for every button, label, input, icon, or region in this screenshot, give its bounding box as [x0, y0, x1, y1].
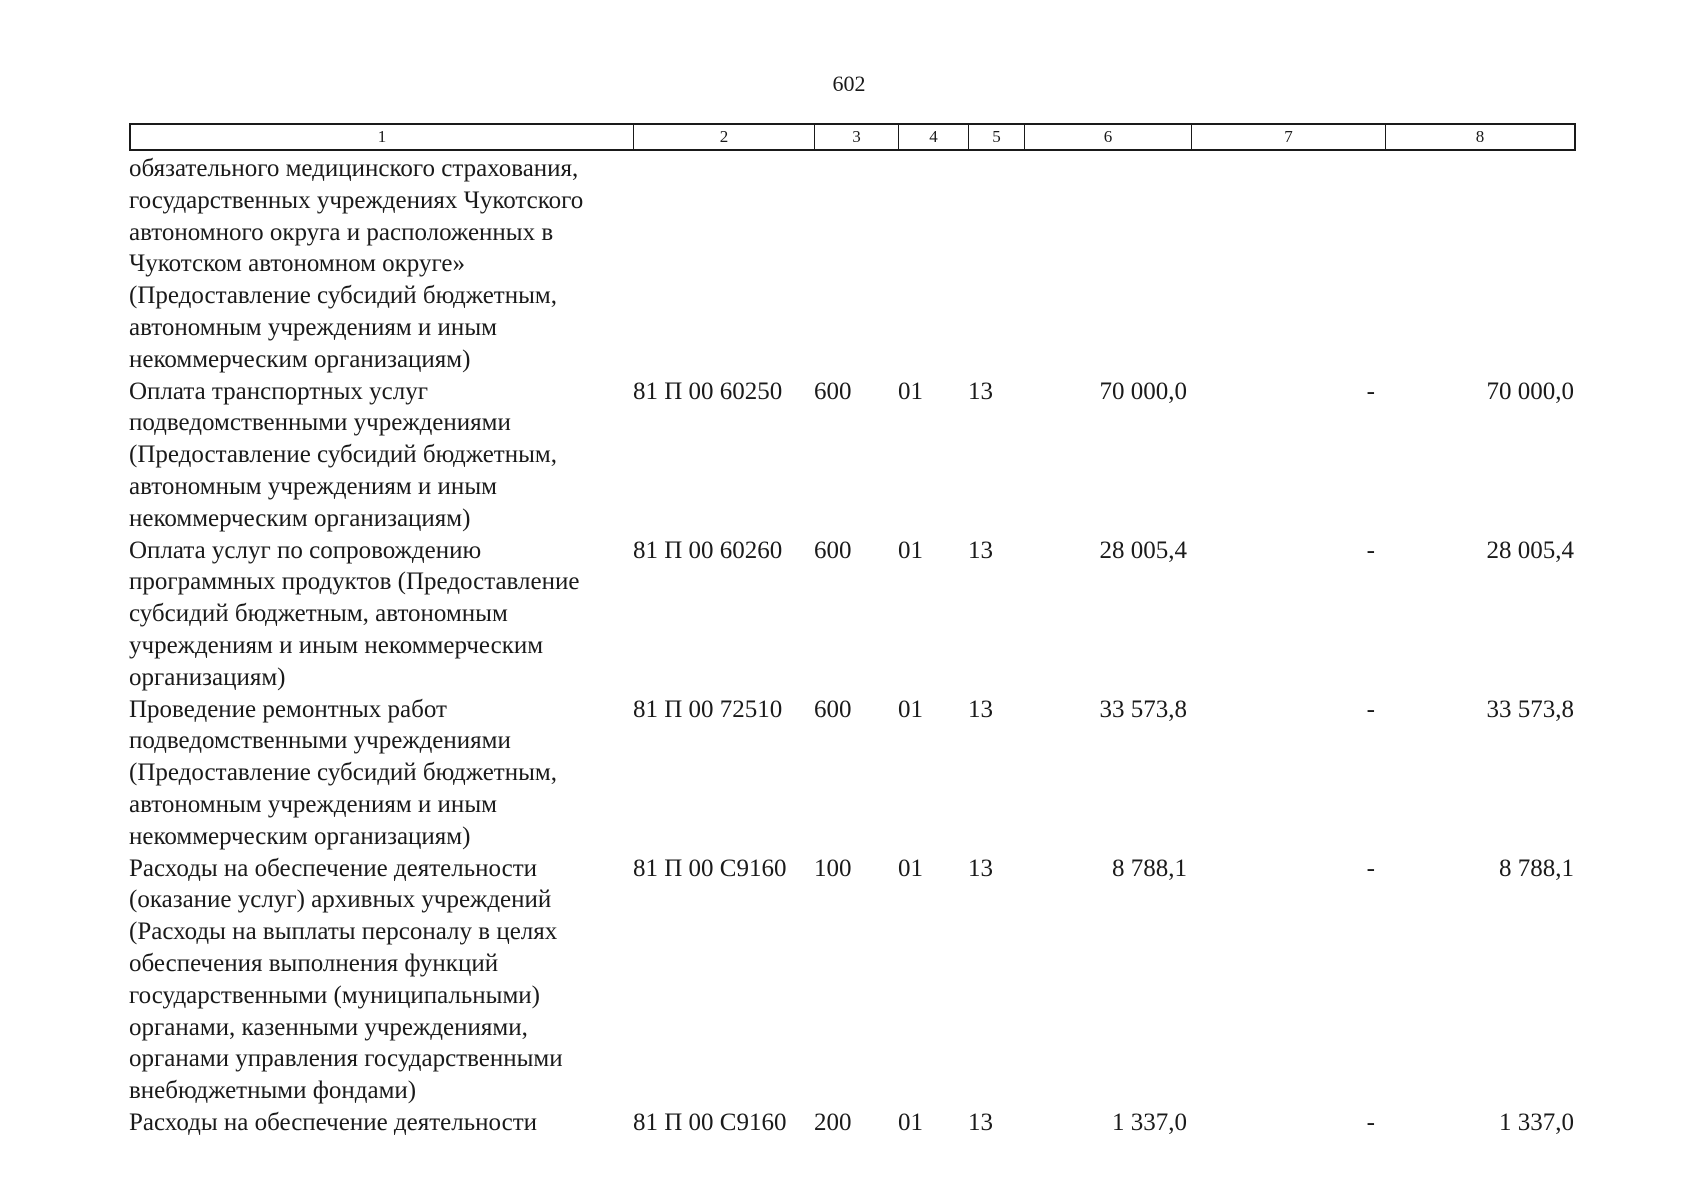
row-amount-col7: -: [1366, 1108, 1375, 1136]
row-amount-col6: 70 000,0: [1099, 377, 1187, 405]
header-col-6: 6: [1025, 125, 1192, 149]
row-target-code: 81 П 00 60250: [633, 377, 783, 405]
row-expense-type: 100: [814, 854, 852, 882]
row-description: обязательного медицинского страхования, государственных учреждениях Чукотского автономного округа и расположенных в Чукотском автономном округе» (Предоставление субсидий бюджетным, автономным учреждениям и иным некоммерческим организациям): [129, 155, 584, 373]
header-col-2: 2: [634, 125, 815, 149]
row-section: 01: [898, 854, 923, 882]
row-expense-type: 600: [814, 536, 852, 564]
row-amount-col6: 28 005,4: [1099, 536, 1187, 564]
table-row: [129, 153, 1576, 376]
row-section: 01: [898, 377, 923, 405]
row-section: 01: [898, 695, 923, 723]
row-amount-col8: 1 337,0: [1499, 1108, 1574, 1136]
row-subsection: 13: [968, 1108, 993, 1136]
row-section: 01: [898, 536, 923, 564]
header-col-4: 4: [899, 125, 969, 149]
table-row: [129, 376, 1576, 535]
header-col-7: 7: [1192, 125, 1386, 149]
row-description: Оплата услуг по сопровождению программных продуктов (Предоставление субсидий бюджетным, автономным учреждениям и иным некоммерческим организациям): [129, 536, 580, 691]
row-section: 01: [898, 1108, 923, 1136]
row-amount-col8: 70 000,0: [1486, 377, 1574, 405]
row-description: Оплата транспортных услуг подведомственными учреждениями (Предоставление субсидий бюджетным, автономным учреждениям и иным некоммерческим организациям): [129, 377, 557, 532]
row-subsection: 13: [968, 377, 993, 405]
row-amount-col8: 8 788,1: [1499, 854, 1574, 882]
table-row: [129, 853, 1576, 1107]
row-target-code: 81 П 00 72510: [633, 695, 783, 723]
budget-table-body: [129, 153, 1576, 1139]
row-expense-type: 200: [814, 1108, 852, 1136]
row-description: Расходы на обеспечение деятельности: [129, 1108, 538, 1136]
row-description: Проведение ремонтных работ подведомственными учреждениями (Предоставление субсидий бюджетным, автономным учреждениям и иным некоммерческим организациям): [129, 695, 557, 850]
header-col-8: 8: [1475, 127, 1485, 146]
row-target-code: 81 П 00 С9160: [633, 1108, 787, 1136]
header-col-3: 3: [815, 125, 899, 149]
row-amount-col7: -: [1366, 536, 1375, 564]
row-target-code: 81 П 00 60260: [633, 536, 783, 564]
row-amount-col7: -: [1366, 695, 1375, 723]
row-amount-col7: -: [1366, 854, 1375, 882]
row-subsection: 13: [968, 695, 993, 723]
row-subsection: 13: [968, 536, 993, 564]
page-number: 602: [832, 71, 866, 96]
row-amount-col6: 1 337,0: [1112, 1108, 1187, 1136]
table-row: [129, 694, 1576, 853]
table-row: [129, 535, 1576, 694]
row-expense-type: 600: [814, 695, 852, 723]
row-subsection: 13: [968, 854, 993, 882]
row-target-code: 81 П 00 С9160: [633, 854, 787, 882]
row-description: Расходы на обеспечение деятельности (оказание услуг) архивных учреждений (Расходы на выплаты персоналу в целях обеспечения выполнения функций государственными (муниципальными) органами, казенными учреждениями, органами управления государственными внебюджетными фондами): [129, 854, 563, 1105]
table-row: [129, 1107, 1576, 1139]
row-amount-col8: 33 573,8: [1486, 695, 1574, 723]
row-expense-type: 600: [814, 377, 852, 405]
header-col-1: 1: [131, 125, 634, 149]
row-amount-col7: -: [1366, 377, 1375, 405]
row-amount-col6: 33 573,8: [1099, 695, 1187, 723]
row-amount-col8: 28 005,4: [1486, 536, 1574, 564]
table-header: [129, 123, 1576, 151]
row-amount-col6: 8 788,1: [1112, 854, 1187, 882]
header-col-5: 5: [969, 125, 1025, 149]
